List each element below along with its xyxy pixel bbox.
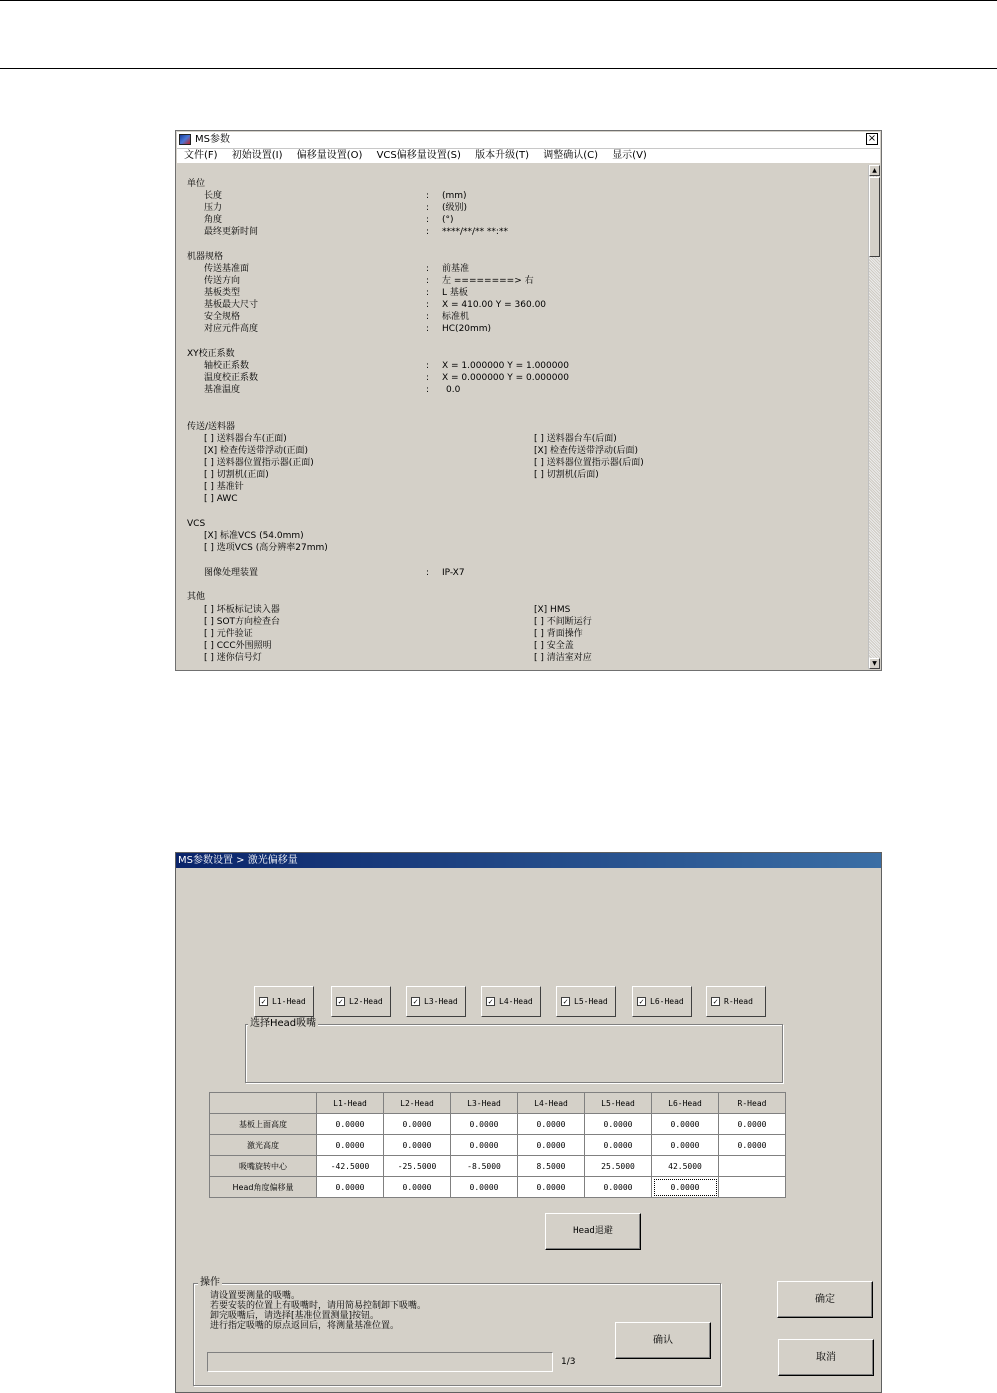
table-cell[interactable]	[719, 1177, 786, 1198]
head-toggle-label: R-Head	[724, 997, 753, 1006]
table-row	[210, 1135, 786, 1156]
colon: :	[426, 203, 430, 213]
menu-initial-settings[interactable]: 初始设置(I)	[231, 150, 283, 161]
section-machine-header: 机器规格	[187, 252, 224, 262]
table-cell[interactable]: 0.0000	[585, 1114, 652, 1135]
cancel-button[interactable]: 取消	[778, 1339, 874, 1376]
params-content	[178, 165, 868, 669]
head-toggle-l1[interactable]	[254, 986, 314, 1017]
machine-row-value: X = 410.00 Y = 360.00	[442, 300, 547, 310]
confirm-measure-button[interactable]: 确认	[615, 1322, 711, 1359]
xy-row-label: 基准温度	[204, 385, 241, 395]
machine-row-label: 基板最大尺寸	[204, 300, 259, 310]
other-option: [X] HMS	[534, 605, 571, 615]
table-header-row	[210, 1093, 786, 1114]
row-header: 吸嘴旋转中心	[210, 1156, 317, 1177]
section-feeder-header: 传送/送料器	[187, 422, 236, 432]
table-cell[interactable]: 0.0000	[585, 1135, 652, 1156]
other-option: [ ] 坏板标记读入器	[204, 605, 280, 615]
colon: :	[426, 568, 430, 578]
window-titlebar	[177, 132, 880, 149]
table-cell[interactable]: 8.5000	[518, 1156, 585, 1177]
feeder-option: [ ] 送料器位置指示器(正面)	[204, 458, 314, 468]
table-cell[interactable]	[719, 1156, 786, 1177]
table-cell[interactable]: 0.0000	[585, 1177, 652, 1198]
image-processor-value: IP-X7	[442, 568, 465, 578]
xy-row-value: X = 0.000000 Y = 0.000000	[442, 373, 569, 383]
scroll-thumb[interactable]	[869, 177, 880, 257]
table-cell-focused[interactable]: 0.0000	[652, 1177, 719, 1198]
menu-adjust-confirm[interactable]: 调整确认(C)	[543, 150, 598, 161]
head-toggle-r[interactable]	[706, 986, 766, 1017]
close-icon[interactable]: ×	[867, 133, 877, 144]
row-header: Head角度偏移量	[210, 1177, 317, 1198]
last-update-label: 最终更新时间	[204, 227, 259, 237]
section-unit-header: 单位	[187, 179, 206, 189]
head-toggle-l4[interactable]	[481, 986, 541, 1017]
unit-pressure-value: (级别)	[442, 203, 468, 213]
head-toggle-l2[interactable]	[331, 986, 391, 1017]
colon: :	[426, 373, 430, 383]
table-cell[interactable]: 0.0000	[317, 1135, 384, 1156]
vertical-scrollbar[interactable]	[868, 165, 880, 669]
machine-row-label: 传送方向	[204, 276, 241, 286]
laser-offset-table	[209, 1092, 786, 1198]
head-select-group-label: 选择Head吸嘴	[250, 1018, 317, 1029]
table-cell[interactable]: 0.0000	[317, 1114, 384, 1135]
colon: :	[426, 215, 430, 225]
column-header: L3-Head	[451, 1093, 518, 1114]
table-cell[interactable]: 42.5000	[652, 1156, 719, 1177]
scroll-up-arrow-icon[interactable]: ▲	[869, 165, 880, 176]
menu-vcs-offset-settings[interactable]: VCS偏移量设置(S)	[376, 150, 461, 161]
table-cell[interactable]: 0.0000	[719, 1135, 786, 1156]
window-title: MS参数	[195, 134, 230, 145]
instruction-line: 卸完吸嘴后，请选择[基准位置测量]按钮。	[210, 1311, 380, 1321]
table-cell[interactable]: -42.5000	[317, 1156, 384, 1177]
colon: :	[426, 288, 430, 298]
unit-length-label: 长度	[204, 191, 223, 201]
table-cell[interactable]: -25.5000	[384, 1156, 451, 1177]
table-cell[interactable]: 25.5000	[585, 1156, 652, 1177]
row-header: 激光高度	[210, 1135, 317, 1156]
machine-row-value: 前基准	[442, 264, 470, 274]
check-icon[interactable]: ✓	[561, 997, 570, 1006]
table-cell[interactable]: 0.0000	[451, 1114, 518, 1135]
check-icon[interactable]: ✓	[259, 997, 268, 1006]
colon: :	[426, 312, 430, 322]
unit-pressure-label: 压力	[204, 203, 223, 213]
machine-row-label: 传送基准面	[204, 264, 250, 274]
feeder-option: [ ] AWC	[204, 494, 238, 504]
table-cell[interactable]: 0.0000	[451, 1135, 518, 1156]
other-option: [ ] 清洁室对应	[534, 653, 592, 663]
laser-window-title: MS参数设置 > 激光偏移量	[176, 853, 881, 868]
xy-row-label: 温度校正系数	[204, 373, 259, 383]
menu-bar	[177, 149, 880, 163]
instruction-line: 若要安装的位置上有吸嘴时，请用简易控制卸下吸嘴。	[210, 1301, 427, 1311]
table-cell[interactable]: 0.0000	[384, 1114, 451, 1135]
table-cell[interactable]: 0.0000	[652, 1135, 719, 1156]
head-toggle-label: L1-Head	[272, 997, 306, 1006]
check-icon[interactable]: ✓	[637, 997, 646, 1006]
table-cell[interactable]: 0.0000	[384, 1135, 451, 1156]
head-toggle-l5[interactable]	[556, 986, 616, 1017]
progress-step-text: 1/3	[561, 1357, 576, 1367]
colon: :	[426, 385, 430, 395]
other-option: [ ] SOT方向检查台	[204, 617, 281, 627]
row-header: 基板上面高度	[210, 1114, 317, 1135]
colon: :	[426, 276, 430, 286]
instruction-line: 请设置要测量的吸嘴。	[210, 1291, 301, 1301]
machine-row-label: 安全规格	[204, 312, 241, 322]
xy-row-value: X = 1.000000 Y = 1.000000	[442, 361, 569, 371]
colon: :	[426, 361, 430, 371]
menu-file[interactable]: 文件(F)	[184, 150, 218, 161]
other-option: [ ] 背面操作	[534, 629, 583, 639]
machine-row-label: 基板类型	[204, 288, 241, 298]
machine-row-value: L 基板	[442, 288, 468, 298]
column-header: L6-Head	[652, 1093, 719, 1114]
feeder-option: [ ] 基准针	[204, 482, 244, 492]
other-option: [ ] 迷你信号灯	[204, 653, 262, 663]
head-select-group	[245, 1024, 783, 1083]
colon: :	[426, 264, 430, 274]
menu-version-upgrade[interactable]: 版本升级(T)	[475, 150, 530, 161]
colon: :	[426, 324, 430, 334]
instruction-line: 进行指定吸嘴的原点返回后，将测量基准位置。	[210, 1321, 400, 1331]
head-toggle-l6[interactable]	[632, 986, 692, 1017]
head-toggle-label: L2-Head	[349, 997, 383, 1006]
head-toggle-label: L6-Head	[650, 997, 684, 1006]
machine-row-value: 左 ========> 右	[442, 276, 534, 286]
table-cell[interactable]: 0.0000	[652, 1114, 719, 1135]
scroll-down-arrow-icon[interactable]: ▼	[869, 658, 880, 669]
table-cell[interactable]: 0.0000	[518, 1114, 585, 1135]
check-icon[interactable]: ✓	[486, 997, 495, 1006]
table-cell[interactable]: 0.0000	[518, 1135, 585, 1156]
table-cell[interactable]: -8.5000	[451, 1156, 518, 1177]
section-vcs-header: VCS	[187, 519, 206, 529]
colon: :	[426, 227, 430, 237]
feeder-option: [ ] 送料器台车(后面)	[534, 434, 617, 444]
table-cell[interactable]: 0.0000	[518, 1177, 585, 1198]
feeder-option: [ ] 送料器位置指示器(后面)	[534, 458, 644, 468]
xy-row-value: 0.0	[446, 385, 461, 395]
check-icon[interactable]: ✓	[711, 997, 720, 1006]
column-header: L5-Head	[585, 1093, 652, 1114]
feeder-option: [X] 检查传送带浮动(正面)	[204, 446, 309, 456]
unit-length-value: (mm)	[442, 191, 467, 201]
other-option: [ ] 不间断运行	[534, 617, 592, 627]
machine-row-value: HC(20mm)	[442, 324, 492, 334]
section-xy-header: XY校正系数	[187, 349, 235, 359]
vcs-option: [X] 标准VCS (54.0mm)	[204, 531, 304, 541]
operation-group-label: 操作	[200, 1277, 220, 1288]
feeder-option: [X] 检查传送带浮动(后面)	[534, 446, 639, 456]
other-option: [ ] 元件验证	[204, 629, 253, 639]
ms-params-window	[175, 130, 882, 671]
app-icon	[179, 134, 191, 145]
machine-row-label: 对应元件高度	[204, 324, 259, 334]
corner-cell	[210, 1093, 317, 1114]
check-icon[interactable]: ✓	[411, 997, 420, 1006]
colon: :	[426, 191, 430, 201]
head-toggle-label: L4-Head	[499, 997, 533, 1006]
unit-angle-label: 角度	[204, 215, 223, 225]
check-icon[interactable]: ✓	[336, 997, 345, 1006]
column-header: L4-Head	[518, 1093, 585, 1114]
table-row	[210, 1156, 786, 1177]
progress-bar	[207, 1352, 553, 1372]
page-header-rule	[0, 0, 997, 1]
page-header-bottom-rule	[0, 68, 997, 69]
head-retreat-button[interactable]: Head退避	[545, 1213, 641, 1250]
machine-row-value: 标准机	[442, 312, 470, 322]
table-cell[interactable]: 0.0000	[384, 1177, 451, 1198]
xy-row-label: 轴校正系数	[204, 361, 250, 371]
image-processor-label: 图像处理装置	[204, 568, 259, 578]
head-toggle-l3[interactable]	[406, 986, 466, 1017]
table-row	[210, 1177, 786, 1198]
column-header: R-Head	[719, 1093, 786, 1114]
other-option: [ ] 安全盖	[534, 641, 574, 651]
column-header: L2-Head	[384, 1093, 451, 1114]
last-update-value: ****/**/** **:**	[442, 227, 508, 237]
feeder-option: [ ] 切割机(正面)	[204, 470, 269, 480]
unit-angle-value: (°)	[442, 215, 454, 225]
table-cell[interactable]: 0.0000	[317, 1177, 384, 1198]
menu-offset-settings[interactable]: 偏移量设置(O)	[296, 150, 363, 161]
feeder-option: [ ] 切割机(后面)	[534, 470, 599, 480]
menu-display[interactable]: 显示(V)	[612, 150, 647, 161]
column-header: L1-Head	[317, 1093, 384, 1114]
feeder-option: [ ] 送料器台车(正面)	[204, 434, 287, 444]
head-toggle-label: L3-Head	[424, 997, 458, 1006]
table-cell[interactable]: 0.0000	[451, 1177, 518, 1198]
head-toggle-label: L5-Head	[574, 997, 608, 1006]
section-other-header: 其他	[187, 592, 206, 602]
table-cell[interactable]: 0.0000	[719, 1114, 786, 1135]
table-row	[210, 1114, 786, 1135]
other-option: [ ] CCC外围照明	[204, 641, 272, 651]
ok-button[interactable]: 确定	[777, 1281, 873, 1318]
colon: :	[426, 300, 430, 310]
vcs-option: [ ] 选项VCS (高分辨率27mm)	[204, 543, 328, 553]
